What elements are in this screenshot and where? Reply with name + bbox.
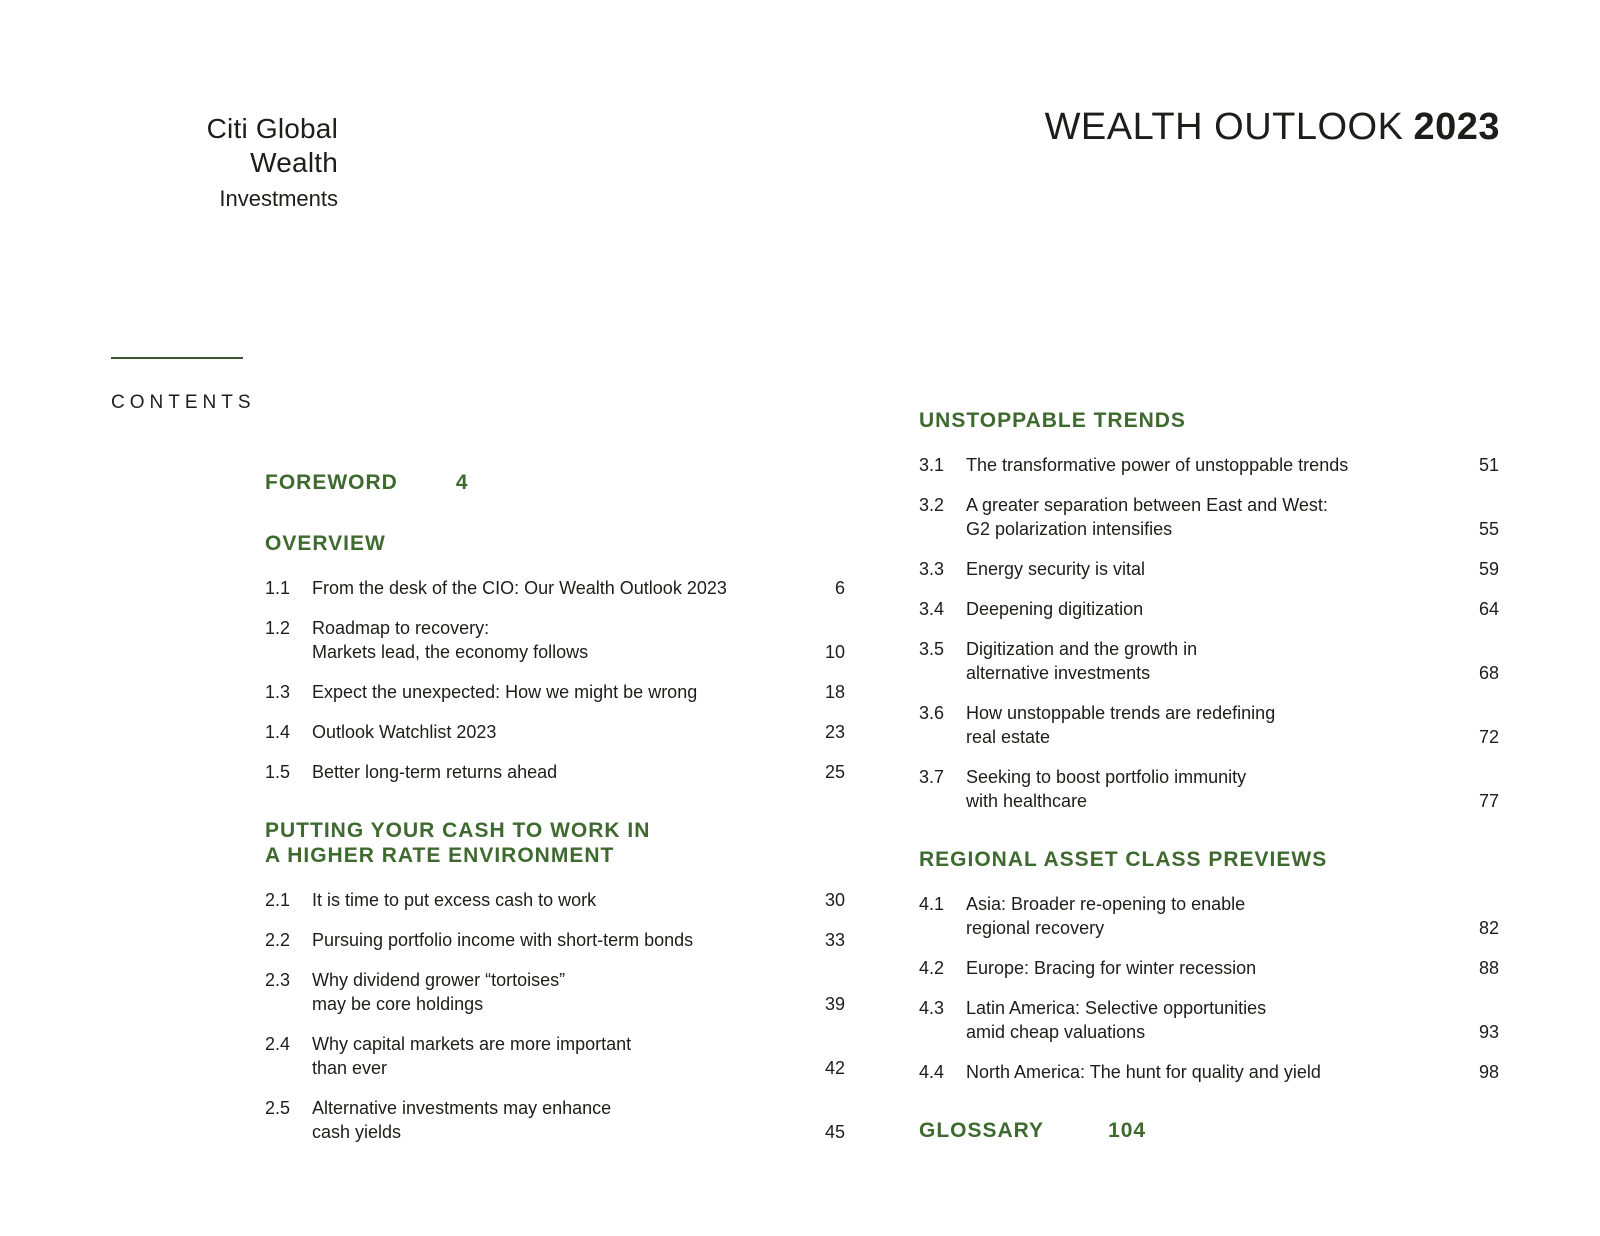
toc-entry-page: 6: [834, 578, 845, 598]
toc-entry-page: 82: [1478, 918, 1499, 938]
toc-entry-number: 3.2: [919, 495, 945, 515]
toc-entry-title-line: Deepening digitization: [966, 599, 1144, 619]
toc-entry-title-line: North America: The hunt for quality and yield: [966, 1062, 1321, 1082]
toc-entry-title-line: regional recovery: [966, 918, 1105, 938]
toc-entry-number: 4.4: [919, 1062, 945, 1082]
toc-entry-number: 4.2: [919, 958, 945, 978]
toc-entry-title: [312, 888, 782, 912]
toc-entry-page: 55: [1478, 519, 1499, 539]
toc-entry-number: 2.1: [265, 890, 291, 910]
toc-entry-title: [966, 956, 1436, 980]
toc-entry[interactable]: [919, 892, 1499, 940]
toc-entry-page: 51: [1478, 455, 1499, 475]
toc-entry-number: 4.1: [919, 894, 945, 914]
overview-list: [265, 576, 845, 784]
toc-entry-title-line: Energy security is vital: [966, 559, 1146, 579]
glossary-title: GLOSSARY: [919, 1119, 1045, 1142]
toc-entry-title-line: Markets lead, the economy follows: [312, 642, 589, 662]
report-year: 2023: [1413, 106, 1500, 148]
divider: [111, 357, 243, 359]
toc-entry-page: 77: [1478, 791, 1499, 811]
toc-entry[interactable]: [265, 1096, 845, 1144]
toc-entry-title: [966, 765, 1436, 813]
report-title: [1045, 106, 1500, 149]
toc-entry-number: 2.4: [265, 1034, 291, 1054]
toc-entry-title-line: Outlook Watchlist 2023: [312, 722, 497, 742]
toc-entry[interactable]: [919, 996, 1499, 1044]
toc-entry-title: [312, 576, 782, 600]
toc-entry-title: [966, 1060, 1436, 1084]
toc-entry-number: 1.1: [265, 578, 291, 598]
toc-entry[interactable]: [265, 760, 845, 784]
toc-entry-number: 1.3: [265, 682, 291, 702]
brand-name: Citi Global Wealth: [206, 113, 338, 178]
toc-entry[interactable]: [919, 453, 1499, 477]
toc-entry-title-line: than ever: [312, 1058, 388, 1078]
contents-label: CONTENTS: [111, 392, 256, 413]
toc-entry-title-line: Seeking to boost portfolio immunity: [966, 767, 1247, 787]
toc-entry[interactable]: [919, 1060, 1499, 1084]
toc-entry-title-line: cash yields: [312, 1122, 402, 1142]
toc-entry-title: [966, 453, 1436, 477]
toc-entry-page: 25: [824, 762, 845, 782]
overview-heading: OVERVIEW: [265, 532, 386, 555]
toc-entry-number: 3.6: [919, 703, 945, 723]
toc-entry-page: 23: [824, 722, 845, 742]
toc-entry-title-line: The transformative power of unstoppable trends: [966, 455, 1349, 475]
toc-entry-title-line: Better long-term returns ahead: [312, 762, 558, 782]
toc-entry-number: 4.3: [919, 998, 945, 1018]
toc-entry-title-line: From the desk of the CIO: Our Wealth Outlook 2023: [312, 578, 727, 598]
toc-entry-title-line: A greater separation between East and West:: [966, 495, 1328, 515]
contents-left-column: [265, 470, 845, 1160]
regional-list: [919, 892, 1499, 1084]
toc-entry-page: 88: [1478, 958, 1499, 978]
cash-heading-line1: PUTTING YOUR CASH TO WORK IN: [265, 819, 651, 842]
regional-heading: REGIONAL ASSET CLASS PREVIEWS: [919, 848, 1328, 871]
toc-entry[interactable]: [265, 968, 845, 1016]
toc-entry[interactable]: [919, 701, 1499, 749]
trends-heading: UNSTOPPABLE TRENDS: [919, 409, 1186, 432]
toc-entry-number: 3.1: [919, 455, 945, 475]
toc-entry-number: 3.3: [919, 559, 945, 579]
toc-entry[interactable]: [265, 576, 845, 600]
toc-entry[interactable]: [919, 765, 1499, 813]
toc-entry-page: 98: [1478, 1062, 1499, 1082]
toc-entry-title-line: Latin America: Selective opportunities: [966, 998, 1267, 1018]
brand-logo: [112, 112, 338, 214]
toc-entry-page: 42: [824, 1058, 845, 1078]
toc-entry-title-line: Pursuing portfolio income with short-term bonds: [312, 930, 694, 950]
cash-heading-line2: A HIGHER RATE ENVIRONMENT: [265, 844, 615, 867]
toc-entry-number: 1.2: [265, 618, 291, 638]
toc-entry-title-line: Why dividend grower “tortoises”: [312, 970, 566, 990]
toc-entry-number: 1.4: [265, 722, 291, 742]
contents-right-column: [919, 408, 1499, 1143]
toc-entry-title: [312, 760, 782, 784]
toc-entry-title: [966, 892, 1436, 940]
toc-entry-page: 64: [1478, 599, 1499, 619]
toc-entry-number: 3.7: [919, 767, 945, 787]
foreword-title: FOREWORD: [265, 471, 398, 494]
toc-entry-title: [966, 597, 1436, 621]
toc-entry-title: [312, 1096, 782, 1144]
report-title-text: WEALTH OUTLOOK: [1044, 106, 1404, 148]
toc-entry-title: [312, 720, 782, 744]
toc-entry-title: [966, 996, 1436, 1044]
toc-entry[interactable]: [265, 720, 845, 744]
toc-entry-title-line: amid cheap valuations: [966, 1022, 1146, 1042]
toc-entry-page: 30: [824, 890, 845, 910]
toc-entry-title-line: It is time to put excess cash to work: [312, 890, 597, 910]
toc-entry-page: 10: [824, 642, 845, 662]
toc-entry[interactable]: [919, 493, 1499, 541]
foreword-page: 4: [455, 471, 469, 494]
toc-entry-page: 59: [1478, 559, 1499, 579]
toc-entry-number: 3.5: [919, 639, 945, 659]
toc-entry-title: [966, 637, 1436, 685]
toc-entry-title-line: Roadmap to recovery:: [312, 618, 490, 638]
toc-entry-title-line: Alternative investments may enhance: [312, 1098, 612, 1118]
toc-entry-title-line: with healthcare: [966, 791, 1088, 811]
toc-entry-title-line: Europe: Bracing for winter recession: [966, 958, 1257, 978]
toc-entry-page: 45: [824, 1122, 845, 1142]
toc-entry[interactable]: [265, 616, 845, 664]
glossary-page: 104: [1108, 1119, 1147, 1142]
toc-entry-number: 2.3: [265, 970, 291, 990]
toc-entry-title: [966, 493, 1436, 541]
toc-entry-page: 68: [1478, 663, 1499, 683]
toc-entry-page: 33: [824, 930, 845, 950]
toc-entry-number: 3.4: [919, 599, 945, 619]
toc-entry-title: [312, 968, 782, 1016]
toc-entry-title-line: Asia: Broader re-opening to enable: [966, 894, 1246, 914]
foreword-link[interactable]: [265, 470, 845, 495]
toc-entry[interactable]: [265, 928, 845, 952]
toc-entry-title-line: Digitization and the growth in: [966, 639, 1198, 659]
toc-entry-title-line: may be core holdings: [312, 994, 484, 1014]
toc-entry-page: 18: [824, 682, 845, 702]
glossary-link[interactable]: [919, 1118, 1499, 1143]
toc-entry-title-line: G2 polarization intensifies: [966, 519, 1173, 539]
toc-entry-title: [312, 680, 782, 704]
toc-entry-number: 2.2: [265, 930, 291, 950]
toc-entry-title-line: Why capital markets are more important: [312, 1034, 632, 1054]
toc-entry[interactable]: [265, 888, 845, 912]
toc-entry-page: 39: [824, 994, 845, 1014]
brand-subname: Investments: [219, 186, 338, 211]
toc-entry[interactable]: [919, 956, 1499, 980]
toc-entry-title: [966, 701, 1436, 749]
toc-entry-title-line: real estate: [966, 727, 1051, 747]
toc-entry-title: [312, 928, 782, 952]
cash-list: [265, 888, 845, 1144]
toc-entry[interactable]: [919, 597, 1499, 621]
toc-entry[interactable]: [265, 1032, 845, 1080]
toc-entry-title: [966, 557, 1436, 581]
trends-list: [919, 453, 1499, 813]
toc-entry-page: 72: [1478, 727, 1499, 747]
toc-entry-number: 2.5: [265, 1098, 291, 1118]
toc-entry-page: 93: [1478, 1022, 1499, 1042]
toc-entry[interactable]: [919, 557, 1499, 581]
toc-entry-title: [312, 1032, 782, 1080]
toc-entry-title-line: Expect the unexpected: How we might be wrong: [312, 682, 698, 702]
toc-entry-title-line: How unstoppable trends are redefining: [966, 703, 1276, 723]
toc-entry[interactable]: [265, 680, 845, 704]
cash-heading: [265, 818, 845, 868]
toc-entry-title-line: alternative investments: [966, 663, 1151, 683]
toc-entry-number: 1.5: [265, 762, 291, 782]
toc-entry[interactable]: [919, 637, 1499, 685]
toc-entry-title: [312, 616, 782, 664]
